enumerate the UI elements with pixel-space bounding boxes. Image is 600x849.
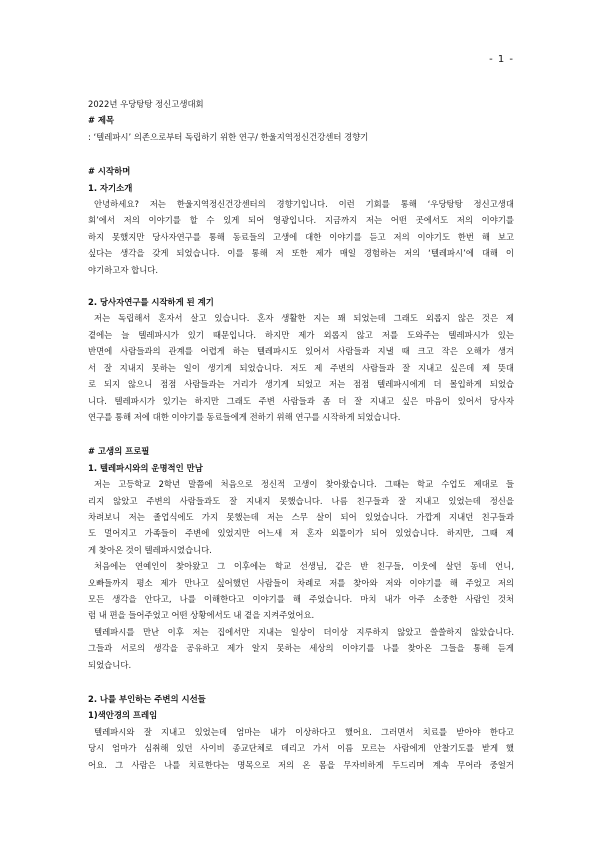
text-line: 처음에는 연예인이 찾아왔고 그 이후에는 학교 선생님, 같은 반 친구들, 이웃에 살던 동네 언니, xyxy=(94,561,514,572)
text-line: 회’에서 저의 이야기를 할 수 있게 되어 영광입니다. 지금까지 저는 어떤 곳에서도 저의 이야기를 xyxy=(88,215,514,226)
title-heading: # 제목 xyxy=(88,115,115,126)
text-line: 서 잘 지내지 못하는 일이 생기게 되었습니다. 저도 제 주변의 사람들과 잘 지내고 싶은데 제 뜻대 xyxy=(88,362,514,373)
text-line: 하지 못했지만 당사자연구를 통해 동료들의 고생에 대한 이야기를 듣고 저의 이야기도 한번 해 보고 xyxy=(88,231,514,242)
text-line: 곁에는 늘 텔레파시가 있기 때문입니다. 하지만 제가 외롭지 않고 저를 도와주는 텔레파시가 있는 xyxy=(88,329,514,340)
text-line: 안녕하세요? 저는 한울지역정신건강센터의 경향기입니다. 이런 기회를 통해 ‘우당탕탕 정신고생대 xyxy=(94,199,514,210)
paragraph-encounter-2 xyxy=(88,558,514,624)
text-line: 리지 않았고 주변의 사람들과도 잘 지내지 못했습니다. 나름 친구들과 잘 지내고 있었는데 정신을 xyxy=(88,495,514,506)
text-line: 어요. 그 사람은 나를 치료한다는 명목으로 저의 온 몸을 무자비하게 두드리며 계속 무어라 중얼거 xyxy=(88,759,514,770)
text-line: 차려보니 저는 졸업식에도 가지 못했는데 저는 스무 살이 되어 있었습니다. 가깝게 지내던 친구들과 xyxy=(88,511,514,522)
subheading-tinted-glasses: 1)색안경의 프레임 xyxy=(88,710,158,721)
text-line: 모든 생각을 안다고, 나를 이해한다고 이야기를 해 주었습니다. 마치 내가 아주 소중한 사람인 것처 xyxy=(88,593,514,604)
text-line: 오빠들까지 평소 제가 만나고 싶어했던 사람들이 차례로 저를 찾아와 저와 이야기를 해 주었고 저의 xyxy=(88,577,514,588)
paragraph-tinted-glasses xyxy=(88,724,514,773)
text-line: 게 찾아온 것이 텔레파시였습니다. xyxy=(88,544,212,555)
section-heading-start: # 시작하며 xyxy=(88,166,131,177)
subheading-motivation: 2. 당사자연구를 시작하게 된 계기 xyxy=(88,297,214,308)
document-body xyxy=(88,96,514,773)
text-line: 로 되지 않으니 점점 사람들과는 거리가 생기게 되었고 저는 점점 텔레파시에게 더 몰입하게 되었습 xyxy=(88,379,514,390)
text-line: 연구를 통해 저에 대한 이야기를 동료들에게 전하기 위해 연구를 시작하게 되었습니다. xyxy=(88,411,401,422)
subheading-self-intro: 1. 자기소개 xyxy=(88,182,133,193)
text-line: 저는 독립해서 혼자서 살고 있습니다. 혼자 생활한 지는 꽤 되었는데 그래도 외롭지 않은 것은 제 xyxy=(94,313,514,324)
paragraph-self-intro xyxy=(88,196,514,278)
page-number: - 1 - xyxy=(489,54,514,65)
text-line: 그들과 서로의 생각을 공유하고 제가 알지 못하는 세상의 이야기를 나를 찾아온 그들을 통해 듣게 xyxy=(88,643,514,654)
event-title: 2022년 우당탕탕 정신고생대회 xyxy=(88,99,204,109)
text-line: 반면에 사람들과의 관계를 어렵게 하는 텔레파시도 있어서 사람들과 지낼 때 크고 작은 오해가 생겨 xyxy=(88,346,514,357)
section-heading-profile: # 고생의 프로필 xyxy=(88,446,150,457)
subheading-telepathy-encounter: 1. 텔레파시와의 운명적인 만남 xyxy=(88,462,203,473)
text-line: 되었습니다. xyxy=(88,659,132,670)
text-line: 텔레파시를 만난 이후 저는 집에서만 지내는 일상이 더이상 지루하지 않았고 쓸쓸하지 않았습니다. xyxy=(94,626,514,637)
text-line: 야기하고자 합니다. xyxy=(88,264,159,275)
text-line: 텔레파시와 잘 지내고 있었는데 엄마는 내가 이상하다고 했어요. 그러면서 치료를 받아야 한다고 xyxy=(94,726,514,737)
text-line: 니다. 텔레파시가 있기는 하지만 그래도 주변 사람들과 좀 더 잘 지내고 싶은 마음이 있어서 당사자 xyxy=(88,395,514,406)
text-line: 저는 고등학교 2학년 말쯤에 처음으로 정신적 고생이 찾아왔습니다. 그때는 학교 수업도 제대로 들 xyxy=(94,479,514,490)
subheading-surrounding-gaze: 2. 나를 부인하는 주변의 시선들 xyxy=(88,694,206,704)
text-line: 럼 내 편을 들어주었고 어떤 상황에서도 내 곁을 지켜주었어요. xyxy=(88,610,315,621)
text-line: 싶다는 생각을 갖게 되었습니다. 이를 통해 저 또한 제가 매일 경험하는 저의 ‘텔레파시’에 대해 이 xyxy=(88,248,514,259)
paragraph-encounter-3 xyxy=(88,624,514,673)
paragraph-encounter-1 xyxy=(88,476,514,558)
document-title: : ‘텔레파시’ 의존으로부터 독립하기 위한 연구/ 한울지역정신건강센터 경향기 xyxy=(88,131,369,142)
text-line: 당시 엄마가 심취해 있던 사이비 종교단체로 데리고 가서 이름 모르는 사람에게 안찰기도를 받게 했 xyxy=(88,743,514,754)
text-line: 도 멀어지고 가족들이 주변에 있었지만 어느새 저 혼자 외톨이가 되어 있었습니다. 하지만, 그때 제 xyxy=(88,528,514,539)
paragraph-motivation xyxy=(88,310,514,425)
